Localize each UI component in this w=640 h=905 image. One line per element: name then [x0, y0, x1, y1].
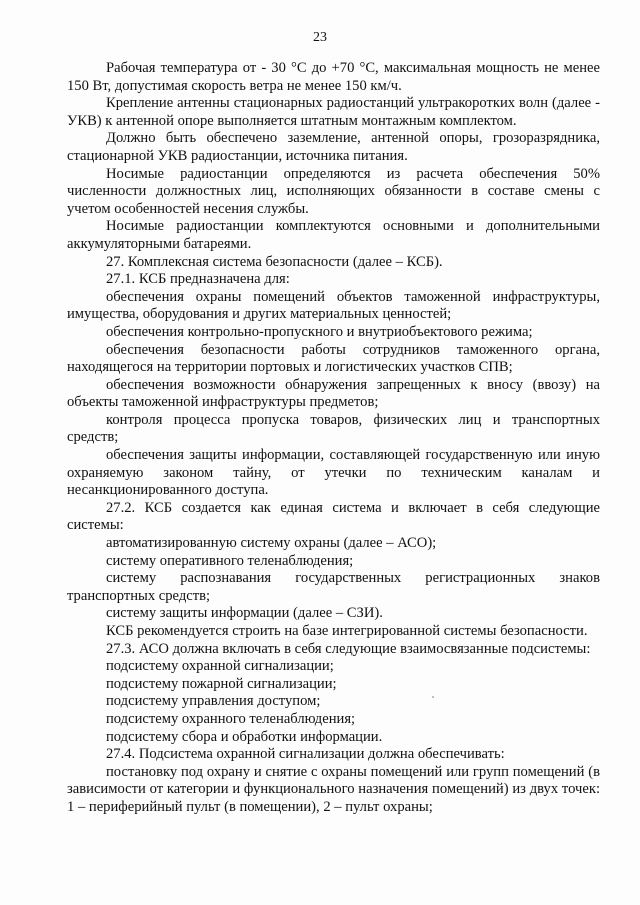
paragraph: Носимые радиостанции комплектуются основными и дополнительными аккумуляторными батареями. — [67, 218, 600, 252]
paragraph: контроля процесса пропуска товаров, физических лиц и транспортных средств; — [67, 411, 600, 446]
paragraph: подсистему сбора и обработки информации. — [106, 728, 383, 745]
paragraph: постановку под охрану и снятие с охраны помещений или групп помещений (в зависимости от категории и функционального назначения помещений) из двух точек: 1 – периферийный пульт (в помещении), 2 – пульт охраны; — [67, 763, 600, 815]
paragraph: обеспечения охраны помещений объектов таможенной инфраструктуры, имущества, оборудования и других материальных ценностей; — [67, 288, 600, 323]
paragraph: 27.1. КСБ предназначена для: — [106, 271, 290, 288]
document-body — [67, 60, 600, 817]
paragraph: систему распознавания государственных регистрационных знаков транспортных средств; — [67, 570, 600, 604]
paragraph: систему защиты информации (далее – СЗИ). — [106, 605, 383, 622]
paragraph: подсистему пожарной сигнализации; — [106, 675, 337, 692]
paragraph: обеспечения возможности обнаружения запрещенных к вносу (ввозу) на объекты таможенной инфраструктуры предметов; — [67, 376, 600, 411]
paragraph: 27.2. КСБ создается как единая система и включает в себя следующие системы: — [67, 499, 600, 534]
paragraph: систему оперативного теленаблюдения; — [106, 552, 354, 569]
paragraph: подсистему управления доступом; — [106, 693, 321, 710]
paragraph: Должно быть обеспечено заземление, антенной опоры, грозоразрядника, стационарной УКВ радиостанции, источника питания. — [67, 130, 600, 164]
paragraph: подсистему охранной сигнализации; — [106, 658, 334, 675]
paragraph: подсистему охранного теленаблюдения; — [106, 710, 356, 727]
page-number: 23 — [313, 30, 327, 45]
scan-speck — [432, 696, 434, 698]
paragraph: 27.4. Подсистема охранной сигнализации должна обеспечивать: — [106, 746, 505, 763]
paragraph: обеспечения защиты информации, составляющей государственную или иную охраняемую законом тайну, от утечки по техническим каналам и несанкционированного доступа. — [67, 447, 600, 499]
paragraph: Крепление антенны стационарных радиостанций ультракоротких волн (далее - УКВ) к антенной опоре выполняется штатным монтажным комплектом. — [67, 95, 600, 129]
paragraph: Носимые радиостанции определяются из расчета обеспечения 50% численности должностных лиц, исполняющих обязанности в составе смены с учетом особенностей несения службы. — [67, 165, 600, 217]
paragraph: автоматизированную систему охраны (далее – АСО); — [106, 535, 437, 552]
paragraph: КСБ рекомендуется строить на базе интегрированной системы безопасности. — [106, 623, 588, 639]
paragraph: обеспечения безопасности работы сотрудников таможенного органа, находящегося на территории портовых и логистических участков СПВ; — [67, 341, 600, 376]
paragraph: 27. Комплексная система безопасности (далее – КСБ). — [106, 253, 443, 270]
paragraph: 27.3. АСО должна включать в себя следующие взаимосвязанные подсистемы: — [106, 640, 591, 657]
paragraph: обеспечения контрольно-пропускного и внутриобъектового режима; — [106, 323, 533, 340]
paragraph: Рабочая температура от - 30 °С до +70 °С, максимальная мощность не менее 150 Вт, допустимая скорость ветра не менее 150 км/ч. — [67, 60, 600, 94]
